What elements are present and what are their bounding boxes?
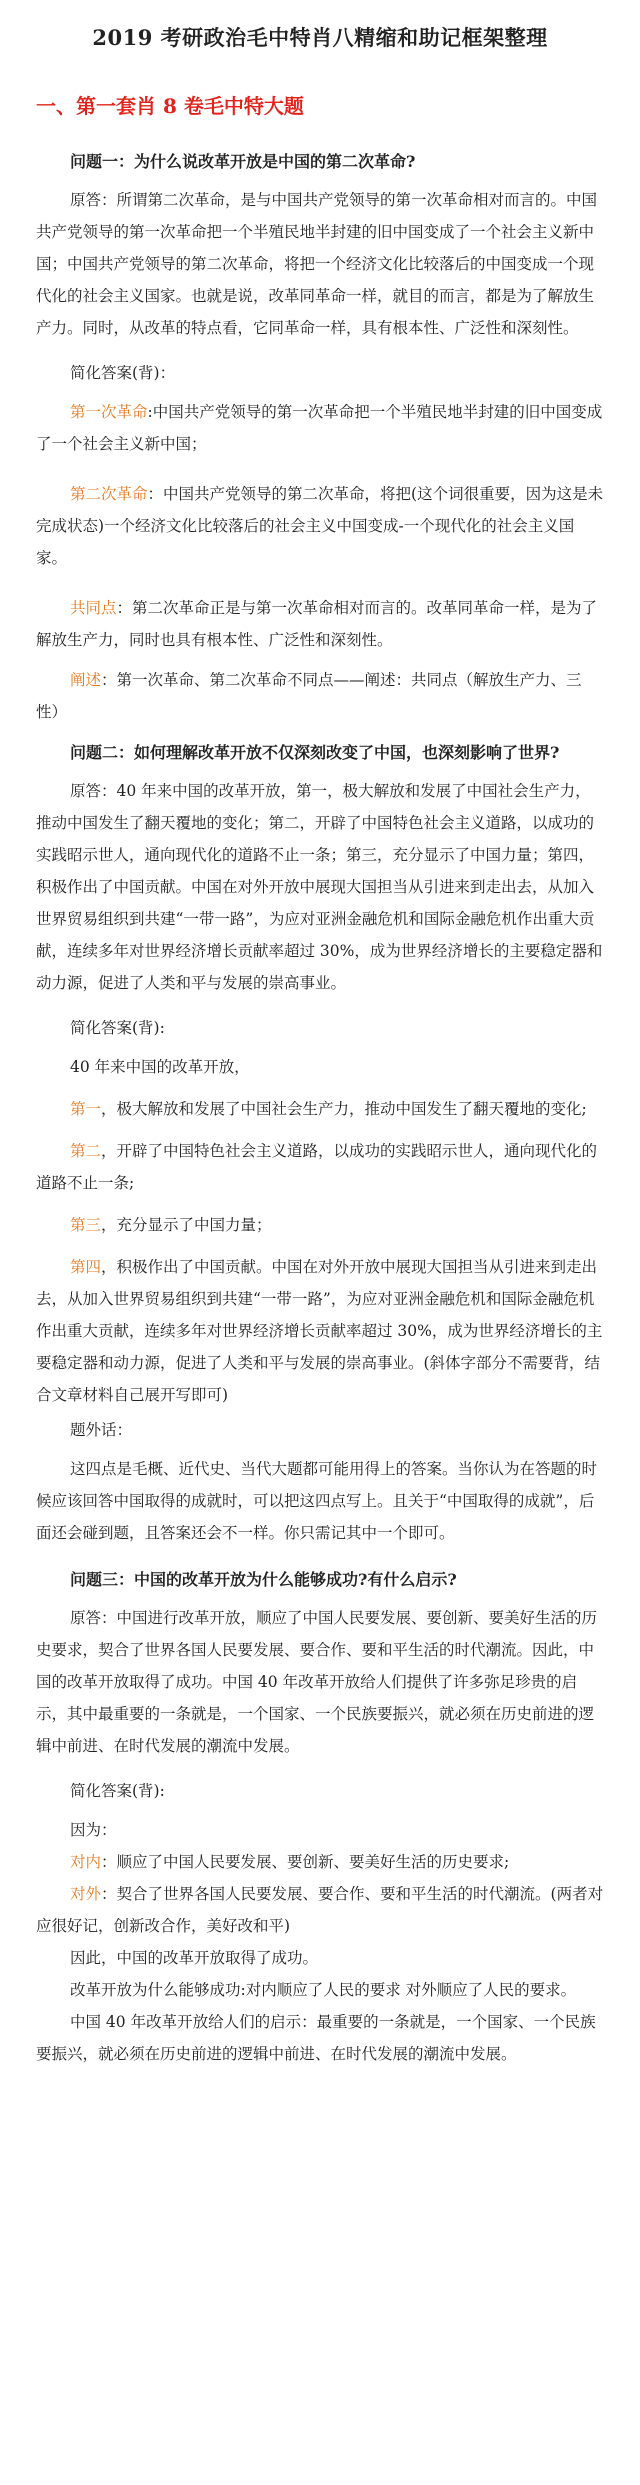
q1-item-label: 第一次革命 (70, 403, 148, 421)
q2-item: 第二，开辟了中国特色社会主义道路，以成功的实践昭示世人，通向现代化的道路不止一条; (36, 1142, 598, 1192)
q3-item: 对外：契合了世界各国人民要发展、要合作、要和平生活的时代潮流。(两者对应很好记，创新改合作，美好改和平) (36, 1885, 604, 1935)
q3-therefore: 因此，中国的改革开放取得了成功。 (70, 1949, 319, 1967)
q2-item-label: 第三 (70, 1216, 102, 1234)
q3-item-label: 对内 (70, 1853, 102, 1871)
q2-extra-label: 题外话： (70, 1421, 133, 1439)
q3-enlightenment: 中国 40 年改革开放给人们的启示：最重要的一条就是，一个国家、一个民族要振兴，就必须在历史前进的逻辑中前进、在时代发展的潮流中发展。 (36, 2013, 596, 2063)
q1-item: 共同点：第二次革命正是与第一次革命相对而言的。改革同革命一样，是为了解放生产力，同时也具有根本性、广泛性和深刻性。 (36, 599, 598, 649)
q3-original-answer: 原答：中国进行改革开放，顺应了中国人民要发展、要创新、要美好生活的历史要求，契合了世界各国人民要发展、要合作、要和平生活的时代潮流。因此，中国的改革开放取得了成功。中国 40 年改革开放给人们提供了许多弥足珍贵的启示，其中最重要的一条就是，一个国家、一个民族要振兴，就必须在历史前进的逻辑中前进、在时代发展的潮流中发展。 (36, 1609, 598, 1755)
section-title: 一、第一套肖 8 卷毛中特大题 (36, 94, 304, 118)
q1-item-label: 阐述 (70, 671, 102, 689)
q1-item: 阐述：第一次革命、第二次革命不同点——阐述：共同点（解放生产力、三性） (36, 671, 582, 721)
q3-item-label: 对外 (70, 1885, 102, 1903)
q1-brief-label: 简化答案(背)： (70, 364, 176, 382)
q2-item-label: 第一 (70, 1100, 102, 1118)
q2-item: 第四，积极作出了中国贡献。中国在对外开放中展现大国担当从引进来到走出去，从加入世界贸易组织到共建“一带一路”，为应对亚洲金融危机和国际金融危机作出重大贡献，连续多年对世界经济增长贡献率超过 30%，成为世界经济增长的主要稳定器和动力源，促进了人类和平与发展的崇高事业。(斜体字部分不需要背，结合文章材料自己展开写即可) (36, 1258, 603, 1404)
question-3: 问题三：中国的改革开放为什么能够成功?有什么启示? (70, 1570, 457, 1589)
q2-intro: 40 年来中国的改革开放， (70, 1058, 250, 1076)
q3-brief-label: 简化答案(背): (70, 1782, 165, 1800)
q2-extra-text: 这四点是毛概、近代史、当代大题都可能用得上的答案。当你认为在答题的时候应该回答中国取得的成就时，可以把这四点写上。且关于“中国取得的成就”，后面还会碰到题，且答案还会不一样。你只需记其中一个即可。 (36, 1460, 598, 1542)
question-2: 问题二：如何理解改革开放不仅深刻改变了中国，也深刻影响了世界? (70, 743, 560, 762)
question-1: 问题一：为什么说改革开放是中国的第二次革命? (70, 152, 416, 171)
q2-original-answer: 原答：40 年来中国的改革开放，第一，极大解放和发展了中国社会生产力，推动中国发生了翻天覆地的变化；第二，开辟了中国特色社会主义道路，以成功的实践昭示世人，通向现代化的道路不止一条；第三，充分显示了中国力量；第四，积极作出了中国贡献。中国在对外开放中展现大国担当从引进来到走出去，从加入世界贸易组织到共建“一带一路”，为应对亚洲金融危机和国际金融危机作出重大贡献，连续多年对世界经济增长贡献率超过 30%，成为世界经济增长的主要稳定器和动力源，促进了人类和平与发展的崇高事业。 (36, 782, 603, 992)
q3-summary: 改革开放为什么能够成功:对内顺应了人民的要求 对外顺应了人民的要求。 (70, 1981, 577, 1999)
q3-because: 因为： (70, 1821, 117, 1839)
q1-item-label: 第二次革命 (70, 485, 148, 503)
q2-item-label: 第四 (70, 1258, 102, 1276)
q1-item: 第二次革命：中国共产党领导的第二次革命，将把(这个词很重要，因为这是未完成状态)一个经济文化比较落后的社会主义中国变成-一个现代化的社会主义国家。 (36, 485, 604, 567)
q1-item: 第一次革命:中国共产党领导的第一次革命把一个半殖民地半封建的旧中国变成了一个社会主义新中国； (36, 403, 603, 453)
q2-item-label: 第二 (70, 1142, 102, 1160)
q2-item: 第一，极大解放和发展了中国社会生产力，推动中国发生了翻天覆地的变化; (70, 1100, 587, 1118)
doc-title: 2019 考研政治毛中特肖八精缩和助记框架整理 (92, 25, 548, 50)
q1-original-answer: 原答：所谓第二次革命，是与中国共产党领导的第一次革命相对而言的。中国共产党领导的第一次革命把一个半殖民地半封建的旧中国变成了一个社会主义新中国；中国共产党领导的第二次革命，将把一个经济文化比较落后的中国变成一个现代化的社会主义国家。也就是说，改革同革命一样，就目的而言，都是为了解放生产力。同时，从改革的特点看，它同革命一样，具有根本性、广泛性和深刻性。 (36, 191, 598, 337)
q2-item: 第三，充分显示了中国力量； (70, 1216, 272, 1234)
q1-item-label: 共同点 (70, 599, 117, 617)
q2-brief-label: 简化答案(背): (70, 1019, 165, 1037)
q3-item: 对内：顺应了中国人民要发展、要创新、要美好生活的历史要求; (70, 1853, 510, 1871)
